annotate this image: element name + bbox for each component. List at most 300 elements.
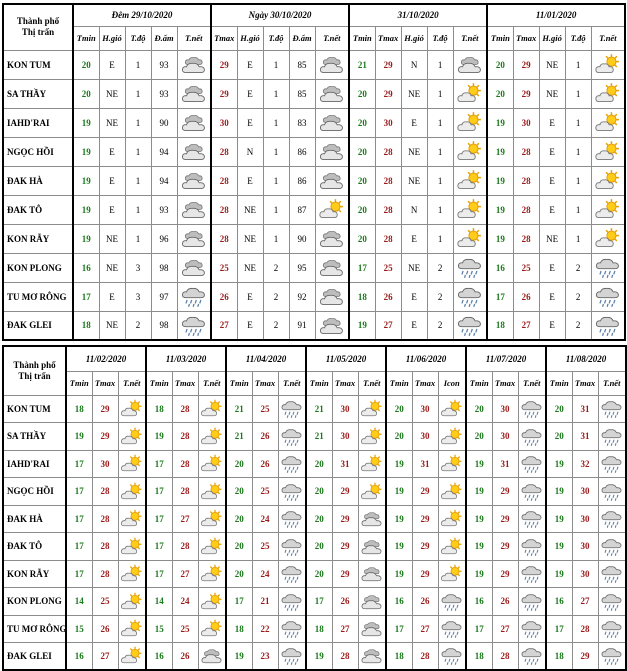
tmin-value: 16 [466,588,492,616]
tmax-value: 28 [572,615,598,643]
weather-icon-cell [518,615,546,643]
tmin-value: 19 [386,505,412,533]
tmax-value: 29 [513,50,539,79]
weather-icon-cell [177,166,211,195]
weather-icon-cell [315,50,349,79]
tmin-value: 20 [306,478,332,506]
wind-speed-value: 1 [263,166,289,195]
partly-sunny-icon [360,398,384,420]
tmax-value: 25 [375,253,401,282]
tmin-value: 17 [546,615,572,643]
city-name: KON PLONG [3,588,66,616]
tmax-value: 30 [375,108,401,137]
wind-direction-value: E [539,166,565,195]
column-header: Tmax [332,371,358,395]
partly-sunny-icon [593,111,623,134]
table-row [3,478,626,506]
date-header: 31/10/2020 [349,4,487,26]
tmin-value: 16 [487,253,513,282]
tmax-value: 28 [211,195,237,224]
weather-icon-cell [118,395,146,423]
partly-sunny-icon [593,198,623,221]
wind-direction-value: E [99,282,125,311]
cloudy-icon [360,645,384,667]
wind-speed-value: 1 [125,224,151,253]
weather-icon-cell [315,311,349,340]
tmax-value: 29 [492,478,518,506]
humidity-value: 86 [289,166,315,195]
tmin-value: 20 [349,195,375,224]
partly-sunny-icon [360,426,384,448]
tmax-value: 28 [375,166,401,195]
cloudy-icon [317,111,347,134]
tmax-value: 28 [172,478,198,506]
partly-sunny-icon [200,426,224,448]
rain-icon [600,453,624,475]
tmin-value: 20 [226,450,252,478]
wind-speed-value: 2 [565,253,591,282]
tmax-value: 29 [492,533,518,561]
weather-icon-cell [518,478,546,506]
partly-sunny-icon [455,111,485,134]
weather-icon-cell [198,615,226,643]
tmax-value: 30 [492,423,518,451]
tmax-value: 29 [375,50,401,79]
weather-icon-cell [118,505,146,533]
partly-sunny-icon [200,536,224,558]
partly-sunny-icon [593,53,623,76]
tmax-value: 29 [412,560,438,588]
weather-icon-cell [518,588,546,616]
tmin-value: 20 [546,395,572,423]
tmax-value: 27 [375,311,401,340]
tmin-value: 19 [487,137,513,166]
tmin-value: 19 [546,478,572,506]
tmin-value: 20 [226,478,252,506]
tmin-value: 19 [546,450,572,478]
tmin-value: 17 [66,478,92,506]
weather-icon-cell [177,224,211,253]
forecast-table-2 [2,345,627,671]
tmin-value: 19 [386,560,412,588]
column-header: Tmin [306,371,332,395]
rain-icon [520,426,544,448]
tmin-value: 18 [349,282,375,311]
table-row [3,195,625,224]
rain-icon [280,453,304,475]
header-row-columns [3,371,626,395]
column-header: Tmin [546,371,572,395]
tmax-value: 30 [572,505,598,533]
tmax-value: 27 [513,311,539,340]
partly-sunny-icon [200,398,224,420]
tmax-value: 28 [92,505,118,533]
date-header: 11/05/2020 [306,346,386,371]
tmin-value: 17 [146,450,172,478]
tmax-value: 21 [252,588,278,616]
tmin-value: 21 [306,423,332,451]
cloudy-icon [455,53,485,76]
tmax-value: 27 [172,505,198,533]
weather-icon-cell [278,505,306,533]
column-header: T.nết [591,26,625,50]
tmax-value: 28 [492,643,518,671]
column-header: Đ.ẩm [289,26,315,50]
tmax-value: 29 [211,79,237,108]
wind-direction-value: E [539,195,565,224]
tmin-value: 20 [349,137,375,166]
cloudy-icon [179,111,209,134]
tmax-value: 26 [375,282,401,311]
wind-speed-value: 1 [263,108,289,137]
rain-icon [520,398,544,420]
weather-icon-cell [358,505,386,533]
column-header: Tmax [412,371,438,395]
rain-icon [600,536,624,558]
rain-icon [280,591,304,613]
wind-direction-value: NE [99,253,125,282]
tmax-value: 29 [412,505,438,533]
city-name: KON RẪY [3,224,73,253]
wind-direction-value: NE [539,224,565,253]
rain-icon [520,508,544,530]
wind-speed-value: 1 [263,195,289,224]
tmax-value: 31 [412,450,438,478]
table-row [3,166,625,195]
wind-direction-value: E [99,137,125,166]
tmax-value: 24 [172,588,198,616]
partly-sunny-icon [455,227,485,250]
weather-icon-cell [198,505,226,533]
wind-direction-value: E [237,50,263,79]
tmin-value: 19 [386,478,412,506]
column-header: Tmin [466,371,492,395]
tmin-value: 19 [73,108,99,137]
partly-sunny-icon [440,508,464,530]
weather-icon-cell [358,423,386,451]
rain-icon [593,314,623,337]
tmax-value: 26 [252,423,278,451]
partly-sunny-icon [200,453,224,475]
tmax-value: 28 [375,224,401,253]
partly-sunny-icon [440,398,464,420]
tmin-value: 19 [66,423,92,451]
wind-speed-value: 1 [565,195,591,224]
wind-direction-value: E [539,311,565,340]
tmax-value: 30 [332,395,358,423]
city-column-header [3,346,66,395]
tmin-value: 20 [349,224,375,253]
wind-direction-value: NE [539,50,565,79]
wind-direction-value: NE [401,137,427,166]
humidity-value: 95 [289,253,315,282]
weather-icon-cell [518,560,546,588]
header-row-dates [3,4,625,26]
column-header: Đ.ẩm [151,26,177,50]
tmin-value: 20 [306,505,332,533]
weather-icon-cell [598,395,626,423]
tmax-value: 29 [492,505,518,533]
weather-icon-cell [598,450,626,478]
tmin-value: 19 [546,560,572,588]
tmin-value: 20 [226,560,252,588]
wind-direction-value: E [237,166,263,195]
table-row [3,282,625,311]
wind-speed-value: 1 [427,79,453,108]
city-name: KON TUM [3,50,73,79]
column-header: T.nết [278,371,306,395]
forecast-table-1 [2,3,626,341]
wind-speed-value: 1 [263,224,289,253]
cloudy-icon [179,53,209,76]
tmax-value: 28 [332,643,358,671]
table-row [3,311,625,340]
tmin-value: 17 [386,615,412,643]
rain-icon [455,256,485,279]
weather-icon-cell [438,560,466,588]
tmin-value: 20 [386,423,412,451]
city-name: KON TUM [3,395,66,423]
column-header: Tmin [146,371,172,395]
table-row [3,395,626,423]
tmin-value: 17 [146,505,172,533]
column-header: T.nết [598,371,626,395]
weather-icon-cell [315,79,349,108]
tmin-value: 20 [386,395,412,423]
city-name: NGỌC HỒI [3,137,73,166]
date-header: 11/03/2020 [146,346,226,371]
table-row [3,643,626,671]
column-header: Tmin [73,26,99,50]
partly-sunny-icon [360,453,384,475]
wind-speed-value: 2 [263,282,289,311]
tmax-value: 30 [572,560,598,588]
tmin-value: 17 [146,560,172,588]
tmin-value: 17 [146,533,172,561]
partly-sunny-icon [200,618,224,640]
rain-icon [179,314,209,337]
partly-sunny-icon [440,481,464,503]
city-name: ĐAK TÔ [3,195,73,224]
tmax-value: 29 [412,478,438,506]
tmax-value: 28 [513,166,539,195]
column-header: Tmax [572,371,598,395]
weather-icon-cell [315,137,349,166]
cloudy-icon [179,198,209,221]
wind-speed-value: 1 [263,137,289,166]
weather-icon-cell [598,643,626,671]
tmin-value: 15 [146,615,172,643]
wind-speed-value: 1 [427,137,453,166]
city-name: KON PLONG [3,253,73,282]
wind-speed-value: 1 [427,108,453,137]
wind-speed-value: 1 [125,166,151,195]
tmin-value: 21 [349,50,375,79]
weather-icon-cell [315,253,349,282]
wind-direction-value: E [401,311,427,340]
weather-icon-cell [118,423,146,451]
partly-sunny-icon [120,591,144,613]
rain-icon [520,645,544,667]
tmax-value: 28 [513,224,539,253]
tmin-value: 15 [66,615,92,643]
humidity-value: 85 [289,79,315,108]
cloudy-icon [200,645,224,667]
city-name: NGỌC HỒI [3,478,66,506]
partly-sunny-icon [593,169,623,192]
weather-icon-cell [438,533,466,561]
tmin-value: 17 [66,505,92,533]
weather-icon-cell [453,166,487,195]
tmin-value: 18 [487,311,513,340]
table-row [3,423,626,451]
column-header: Tmin [226,371,252,395]
partly-sunny-icon [455,169,485,192]
rain-icon [455,285,485,308]
weather-icon-cell [177,282,211,311]
partly-sunny-icon [440,563,464,585]
weather-icon-cell [278,533,306,561]
tmax-value: 30 [412,395,438,423]
wind-direction-value: NE [99,311,125,340]
table-row [3,533,626,561]
tmin-value: 20 [306,450,332,478]
rain-icon [440,618,464,640]
weather-icon-cell [358,478,386,506]
rain-icon [280,508,304,530]
tmin-value: 18 [386,643,412,671]
table-row [3,560,626,588]
weather-icon-cell [598,505,626,533]
weather-icon-cell [315,166,349,195]
tmax-value: 30 [572,478,598,506]
partly-sunny-icon [120,481,144,503]
tmax-value: 25 [92,588,118,616]
partly-sunny-icon [317,198,347,221]
tmin-value: 20 [349,108,375,137]
cloudy-icon [360,618,384,640]
tmin-value: 20 [226,505,252,533]
tmin-value: 19 [73,195,99,224]
tmin-value: 17 [487,282,513,311]
wind-direction-value: NE [99,108,125,137]
cloudy-icon [317,227,347,250]
tmax-value: 28 [375,195,401,224]
tmin-value: 18 [306,615,332,643]
city-name: IAHD'RAI [3,108,73,137]
tmax-value: 30 [513,108,539,137]
wind-speed-value: 1 [263,50,289,79]
weather-icon-cell [278,588,306,616]
wind-direction-value: E [401,282,427,311]
column-header: T.nết [315,26,349,50]
wind-speed-value: 1 [427,166,453,195]
tmax-value: 28 [172,395,198,423]
weather-icon-cell [438,615,466,643]
tmax-value: 29 [92,423,118,451]
column-header: T.nết [358,371,386,395]
tmax-value: 27 [172,560,198,588]
weather-icon-cell [315,108,349,137]
wind-direction-value: E [539,253,565,282]
rain-icon [600,398,624,420]
tmin-value: 17 [306,588,332,616]
table-row [3,79,625,108]
tmin-value: 19 [546,533,572,561]
tmax-value: 29 [412,533,438,561]
tmin-value: 20 [349,79,375,108]
wind-speed-value: 1 [565,224,591,253]
column-header: T.độ [565,26,591,50]
wind-speed-value: 1 [125,108,151,137]
rain-icon [280,426,304,448]
tmin-value: 14 [66,588,92,616]
weather-icon-cell [315,282,349,311]
tmax-value: 28 [172,450,198,478]
weather-icon-cell [315,224,349,253]
tmin-value: 20 [226,533,252,561]
tmin-value: 20 [306,560,332,588]
tmin-value: 19 [146,423,172,451]
wind-speed-value: 1 [427,50,453,79]
column-header: T.nết [518,371,546,395]
tmin-value: 16 [146,643,172,671]
column-header: Tmin [349,26,375,50]
wind-speed-value: 2 [427,253,453,282]
table-row [3,108,625,137]
tmin-value: 16 [546,588,572,616]
tmin-value: 21 [226,395,252,423]
weather-icon-cell [598,478,626,506]
weather-icon-cell [278,560,306,588]
city-header-line: Thành phố [13,359,56,370]
weather-icon-cell [315,195,349,224]
partly-sunny-icon [360,481,384,503]
wind-speed-value: 1 [565,108,591,137]
weather-icon-cell [453,108,487,137]
weather-icon-cell [453,137,487,166]
wind-direction-value: E [237,311,263,340]
wind-direction-value: E [237,79,263,108]
weather-icon-cell [118,450,146,478]
table-row [3,50,625,79]
tmax-value: 32 [572,450,598,478]
cloudy-icon [179,227,209,250]
weather-icon-cell [278,615,306,643]
partly-sunny-icon [593,227,623,250]
city-header-line: Thị trấn [21,27,55,38]
tmax-value: 30 [332,423,358,451]
wind-speed-value: 2 [263,311,289,340]
wind-speed-value: 1 [565,137,591,166]
tmax-value: 30 [92,450,118,478]
city-header-line: Thị trấn [18,370,51,381]
tmax-value: 29 [332,533,358,561]
partly-sunny-icon [593,82,623,105]
tmax-value: 25 [513,253,539,282]
weather-icon-cell [591,50,625,79]
wind-speed-value: 1 [125,137,151,166]
wind-speed-value: 1 [125,79,151,108]
weather-icon-cell [591,137,625,166]
tmax-value: 28 [513,137,539,166]
tmax-value: 25 [252,478,278,506]
wind-direction-value: NE [401,79,427,108]
wind-speed-value: 2 [565,282,591,311]
weather-icon-cell [453,50,487,79]
table-row [3,450,626,478]
tmax-value: 29 [211,50,237,79]
